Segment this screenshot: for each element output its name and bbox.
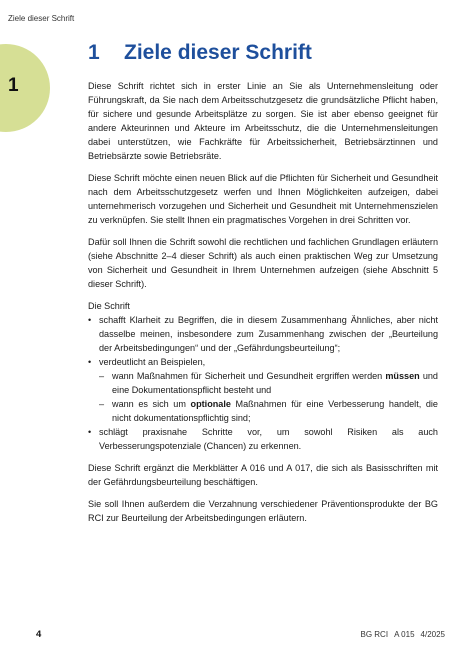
chapter-title-number: 1 [88, 41, 100, 64]
paragraph-interlinking: Sie soll Ihnen außerdem die Verzahnung verschiedener Präventionsprodukte der BG RCI zur Beurteilung der Arbeitsbedingungen erläutern. [88, 499, 438, 523]
page-number: 4 [36, 629, 42, 640]
bullet-item: • schlägt praxisnahe Schritte vor, um sowohl Risiken als auch Verbesserungspotenziale (Chancen) zu erkennen. [88, 425, 438, 453]
dash-item-emphasis: optionale [190, 399, 231, 409]
chapter-title-text: Ziele dieser Schrift [124, 41, 312, 64]
footer-document-code: A 015 [394, 630, 415, 639]
bullet-item-text: verdeutlicht an Beispielen, [99, 357, 206, 367]
paragraph-audience: Diese Schrift richtet sich in erster Linie an Sie als Unternehmensleitung oder Führungskraft, da Sie nach dem Arbeitsschutzgesetz die grundsätzliche Pflicht haben, für sichere und gesunde Arbeitsplätze zu sorgen. Sie ist aber ebenso geeignet für andere Akteurinnen und Akteure im Arbeitsschutz, die die Unternehmensleitungen dabei unterstützen, wie Fachkräfte für Arbeitssicherheit, Betriebsärztinnen und Betriebsärzte sowie Betriebsräte. [88, 81, 438, 161]
running-header: Ziele dieser Schrift [8, 14, 75, 23]
dash-item-text: Maßnahmen für eine Verbesserung handelt, die nicht dokumentationspflichtig sind; [112, 399, 438, 423]
footer-edition: 4/2025 [420, 630, 445, 639]
paragraph-supplement: Diese Schrift ergänzt die Merkblätter A 016 und A 017, die sich als Basisschriften mit der Gefährdungsbeurteilung beschäftigen. [88, 463, 438, 487]
footer-meta [355, 630, 446, 639]
bullet-list [88, 313, 438, 453]
dash-item-emphasis: müssen [385, 371, 420, 381]
bullet-item [88, 355, 438, 425]
dash-item-text: wann Maßnahmen für Sicherheit und Gesundheit ergriffen werden [112, 371, 386, 381]
bullet-item: • schafft Klarheit zu Begriffen, die in diesem Zusammenhang Ähnliches, aber nicht dasselbe meinen, insbesondere zum Zusammenhang zwischen der „Beurteilung der Arbeitsbedingungen“ und der „Gefährdungsbeurteilung“; [88, 313, 438, 355]
list-intro: Die Schrift [88, 301, 130, 311]
paragraph-structure: Dafür soll Ihnen die Schrift sowohl die rechtlichen und fachlichen Grundlagen erläutern (siehe Abschnitte 2–4 dieser Schrift) als auch einen praktischen Weg zur Umsetzung von Sicherheit und Gesundheit in Ihrem Unternehmen aufzeigen (siehe Abschnitt 5 dieser Schrift). [88, 237, 438, 289]
paragraph-purpose: Diese Schrift möchte einen neuen Blick auf die Pflichten für Sicherheit und Gesundheit nach dem Arbeitsschutzgesetz werfen und Ihnen Möglichkeiten aufzeigen, dabei unternehmerisch vorzugehen und Sicherheit und Gesundheit mit Unternehmenszielen zu verknüpfen. Sie stellt Ihnen ein pragmatisches Vorgehen in drei Schritten vor. [88, 173, 438, 225]
chapter-title [88, 41, 312, 65]
dash-item-text: und eine Dokumentationspflicht besteht und [112, 371, 438, 395]
dash-item [99, 397, 438, 425]
body-text [88, 79, 438, 533]
dash-list [99, 369, 438, 425]
footer-publisher: BG RCI [360, 630, 389, 639]
dash-item [99, 369, 438, 397]
chapter-tab-number: 1 [8, 75, 19, 96]
dash-item-text: wann es sich um [112, 399, 191, 409]
